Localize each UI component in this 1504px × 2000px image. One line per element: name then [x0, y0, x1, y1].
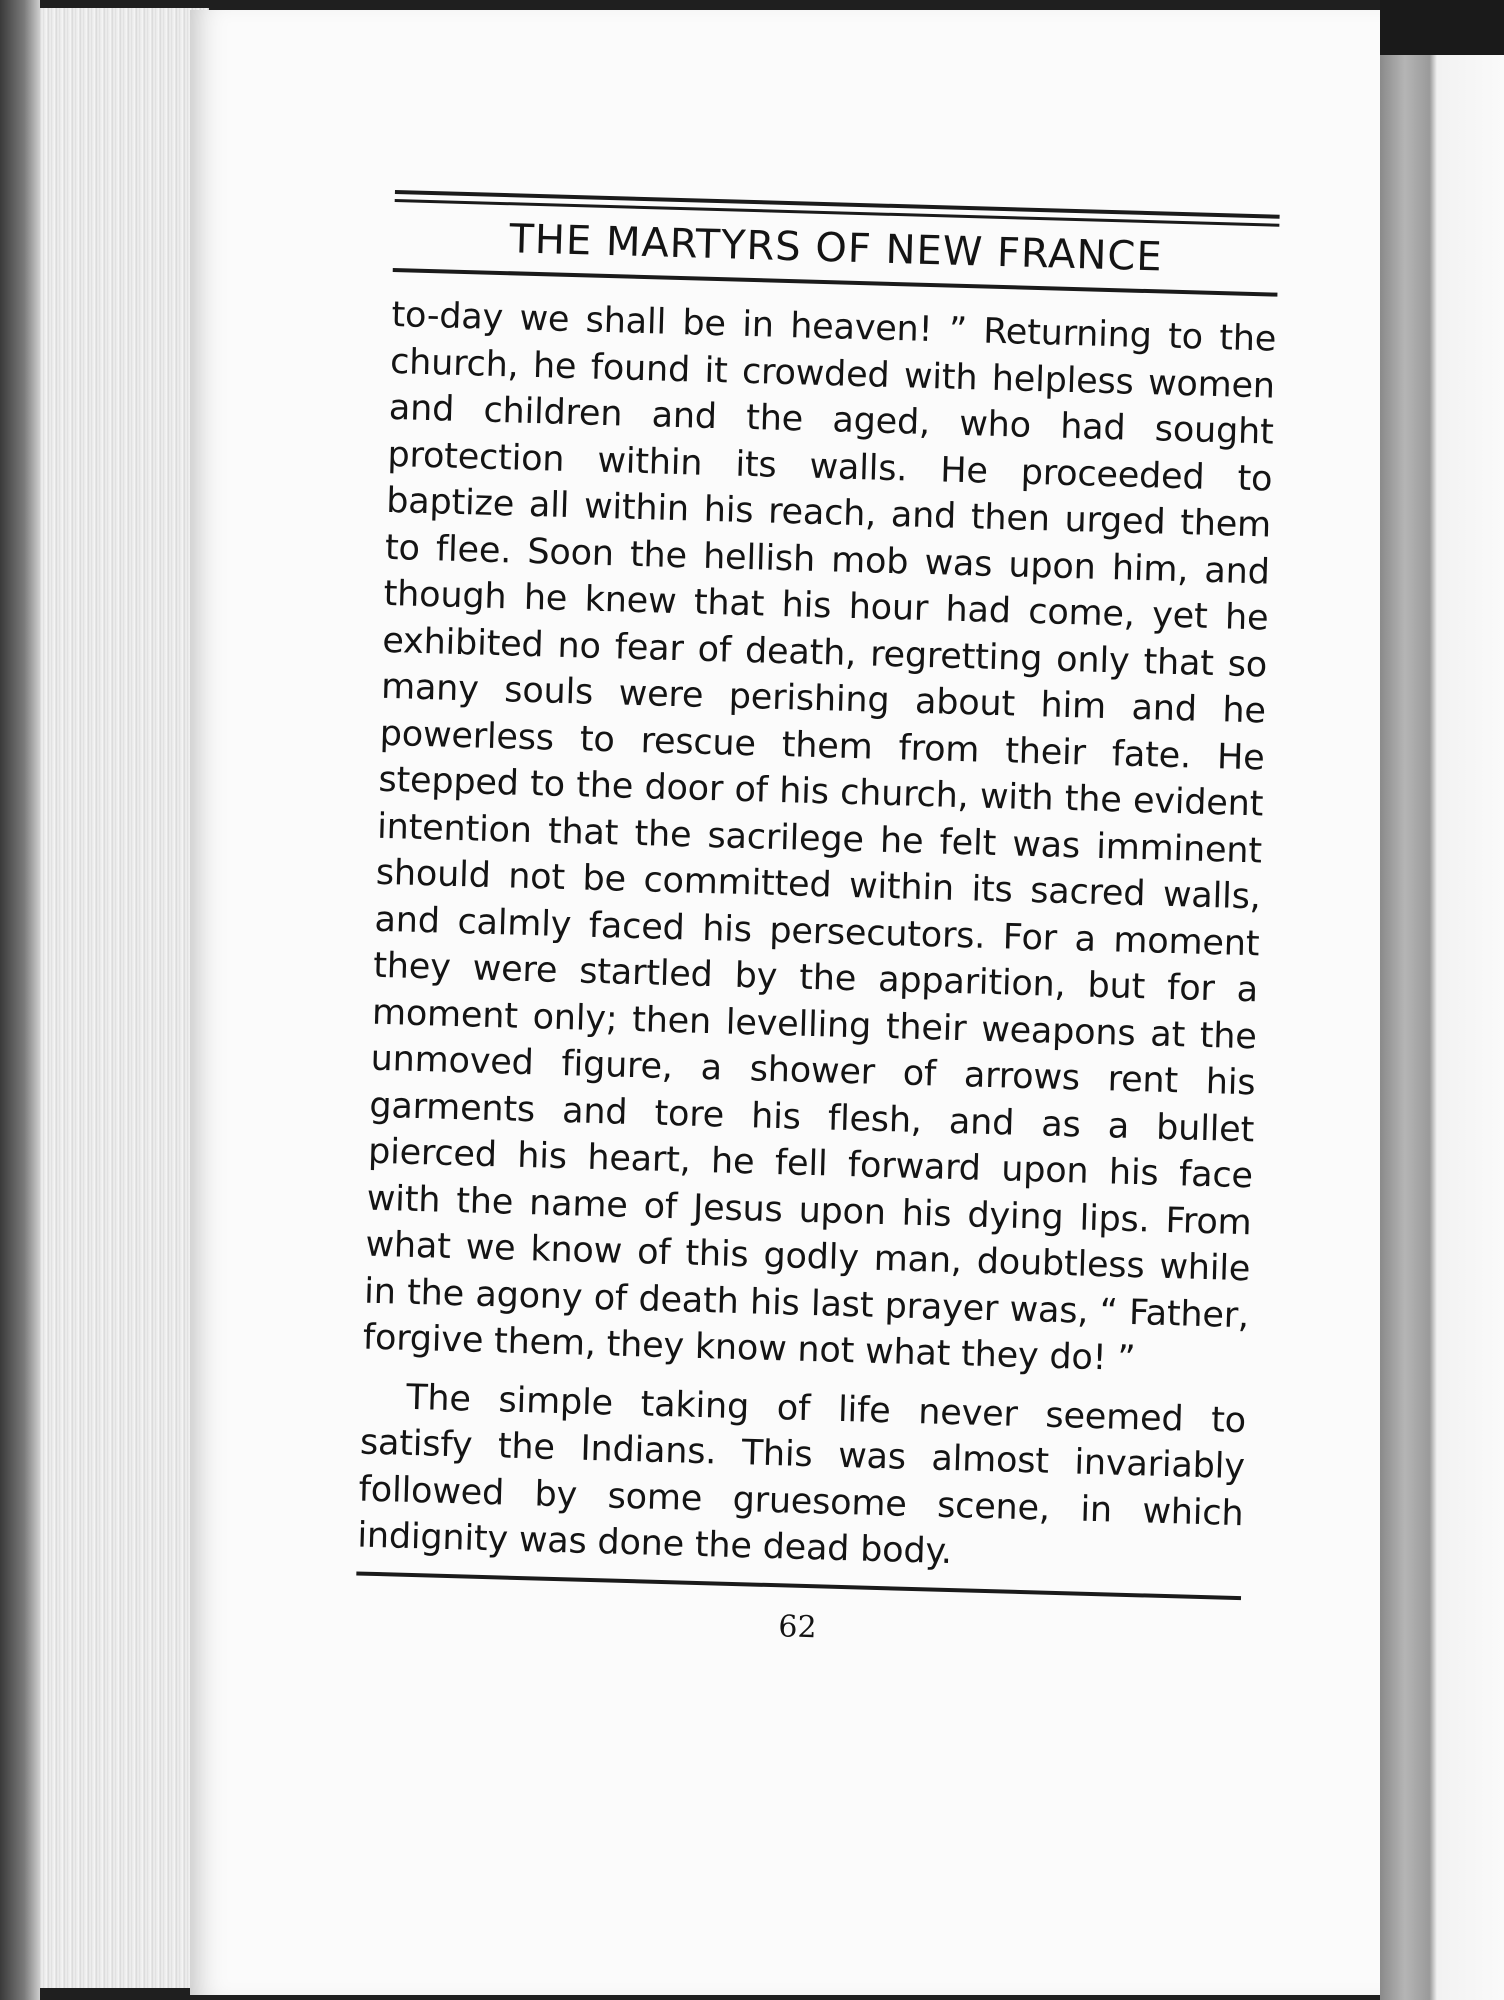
running-head: THE MARTYRS OF NEW FRANCE: [508, 216, 1164, 281]
text-block: [355, 190, 1280, 1657]
background-corner: [1380, 0, 1504, 55]
book-binding: [1380, 55, 1504, 2000]
paragraph-1: to-day we shall be in heaven! ” Returning to the church, he found it crowded with helpless women and children and the aged, who had sought protection within its walls. He proceeded to baptize all within his reach, and then urged them to flee. Soon the hellish mob was upon him, and though he knew that his hour had come, yet he exhibited no fear of death, regretting only that so many souls were perishing about him and he powerless to rescue them from their fate. He stepped to the door of his church, with the evident intention that the sacrilege he felt was imminent should not be committed within its sacred walls, and calmly faced his persecutors. For a moment they were startled by the apparition, but for a moment only; then levelling their weapons at the unmoved figure, a shower of arrows rent his garments and tore his flesh, and as a bullet pierced his heart, he fell forward upon his face with the name of Jesus upon his dying lips. From what we know of this godly man, doubtless while in the agony of death his last prayer was, “ Father, forgive them, they know not what they do! ”: [362, 294, 1277, 1380]
page-number: 62: [777, 1608, 818, 1645]
page-edges: [28, 8, 209, 1988]
body-text: [357, 292, 1277, 1584]
paragraph-2: The simple taking of life never seemed to satisfy the Indians. This was almost invariably followed by some gruesome scene, in which indignity was done the dead body.: [356, 1377, 1247, 1573]
